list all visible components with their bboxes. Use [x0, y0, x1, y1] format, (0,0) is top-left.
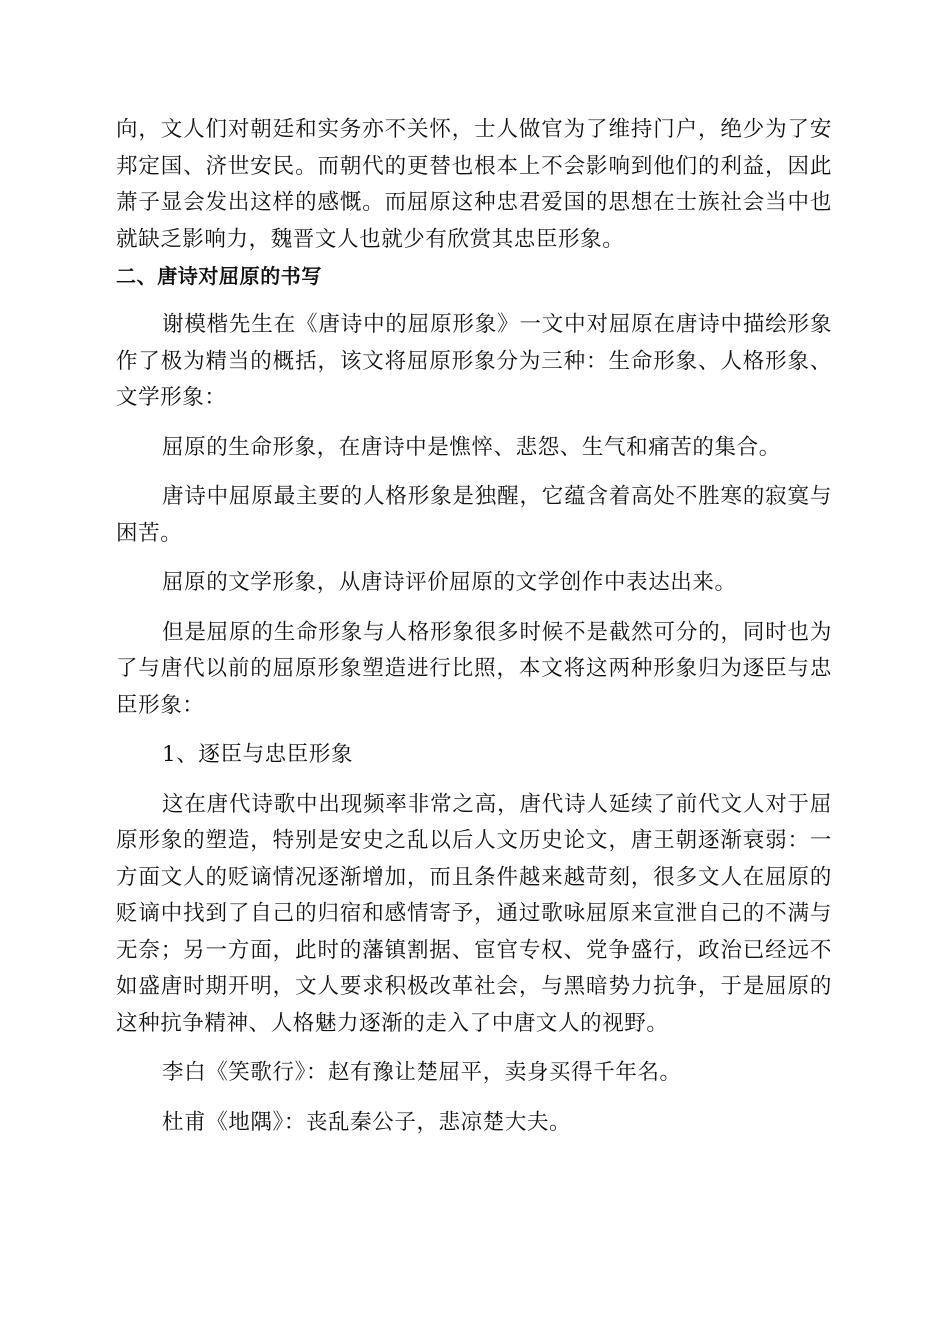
- paragraph-personality-image: 唐诗中屈原最主要的人格形象是独醒，它蕴含着高处不胜寒的寂寞与困苦。: [116, 484, 832, 546]
- paragraph-intro: 谢模楷先生在《唐诗中的屈原形象》一文中对屈原在唐诗中描绘形象作了极为精当的概括，该文将屈原形象分为三种：生命形象、人格形象、文学形象：: [116, 312, 832, 410]
- document-page: [116, 112, 832, 1141]
- section-heading: 二、唐诗对屈原的书写: [116, 264, 322, 288]
- quote-li-bai: 李白《笑歌行》：赵有豫让楚屈平，卖身买得千年名。: [162, 1060, 682, 1085]
- subsection-heading: 1、逐臣与忠臣形象: [162, 742, 354, 767]
- quote-du-fu: 杜甫《地隅》：丧乱秦公子，悲凉楚大夫。: [162, 1109, 572, 1135]
- paragraph-tang-poetry: 这在唐代诗歌中出现频率非常之高，唐代诗人延续了前代文人对于屈原形象的塑造，特别是安史之乱以后人文历史论文，唐王朝逐渐衰弱：一方面文人的贬谪情况逐渐增加，而且条件越来越苛刻，很多文人在屈原的贬谪中找到了自己的归宿和感情寄予，通过歌咏屈原来宣泄自己的不满与无奈；另一方面，此时的藩镇割据、宦官专权、党争盛行，政治已经远不如盛唐时期开明，文人要求积极改革社会，与黑暗势力抗争，于是屈原的这种抗争精神、人格魅力逐渐的走入了中唐文人的视野。: [116, 791, 832, 1036]
- paragraph-literary-image: 屈原的文学形象，从唐诗评价屈原的文学创作中表达出来。: [162, 570, 737, 595]
- paragraph-life-image: 屈原的生命形象，在唐诗中是憔悴、悲怨、生气和痛苦的集合。: [162, 434, 781, 460]
- paragraph-comparison: 但是屈原的生命形象与人格形象很多时候不是截然可分的，同时也为了与唐代以前的屈原形象塑造进行比照，本文将这两种形象归为逐臣与忠臣形象：: [116, 619, 832, 718]
- paragraph-continuation: 向，文人们对朝廷和实务亦不关怀，士人做官为了维持门户，绝少为了安邦定国、济世安民。而朝代的更替也根本上不会影响到他们的利益，因此萧子显会发出这样的感慨。而屈原这种忠君爱国的思想在士族社会当中也就缺乏影响力，魏晋文人也就少有欣赏其忠臣形象。: [116, 117, 832, 252]
